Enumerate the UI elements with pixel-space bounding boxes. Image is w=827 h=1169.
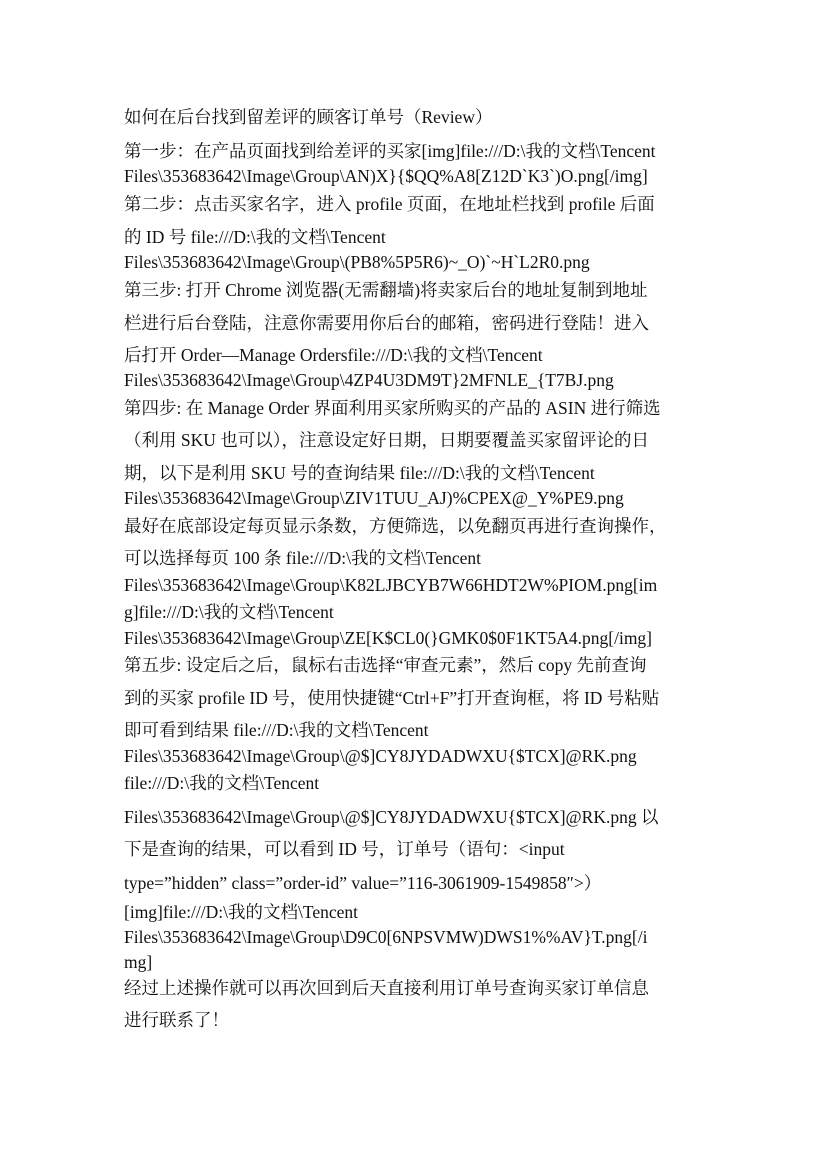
step2-line-3: Files\353683642\Image\Group\(PB8%5P5R6)~_O)`~H`L2R0.png — [124, 252, 590, 272]
step3-line-2: 栏进行后台登陆，注意你需要用你后台的邮箱，密码进行登陆！进入 — [124, 313, 649, 333]
step1-line-2: Files\353683642\Image\Group\AN)X}{$QQ%A8[Z12D`K3`)O.png[/img] — [124, 166, 648, 186]
step4-line-2: （利用 SKU 也可以），注意设定好日期，日期要覆盖买家留评论的日 — [124, 430, 650, 450]
step5-line-1: 第五步: 设定后之后，鼠标右击选择“审查元素”，然后 copy 先前查询 — [124, 655, 647, 675]
tip-line-2: 可以选择每页 100 条 file:///D:\我的文档\Tencent — [124, 548, 481, 568]
tip-line-1: 最好在底部设定每页显示条数，方便筛选，以免翻页再进行查询操作， — [124, 516, 667, 536]
closing-line-2: 进行联系了！ — [124, 1010, 229, 1030]
step5-line-5: file:///D:\我的文档\Tencent — [124, 773, 320, 793]
tip-line-4: g]file:///D:\我的文档\Tencent — [124, 602, 334, 622]
step5-line-6: Files\353683642\Image\Group\@$]CY8JYDADWXU{$TCX]@RK.png 以 — [124, 807, 659, 827]
step5-line-9: [img]file:///D:\我的文档\Tencent — [124, 902, 359, 922]
step5-line-7: 下是查询的结果，可以看到 ID 号，订单号（语句：<input — [124, 839, 565, 859]
step2-line-2: 的 ID 号 file:///D:\我的文档\Tencent — [124, 227, 386, 247]
document-title: 如何在后台找到留差评的顾客订单号（Review） — [124, 107, 493, 127]
step5-line-2: 到的买家 profile ID 号，使用快捷键“Ctrl+F”打开查询框，将 ID 号粘贴 — [124, 688, 660, 708]
tip-line-5: Files\353683642\Image\Group\ZE[K$CL0(}GMK0$0F1KT5A4.png[/img] — [124, 628, 653, 648]
step3-line-3: 后打开 Order—Manage Ordersfile:///D:\我的文档\Tencent — [124, 345, 543, 365]
step4-line-3: 期，以下是利用 SKU 号的查询结果 file:///D:\我的文档\Tencent — [124, 463, 595, 483]
step5-line-10: Files\353683642\Image\Group\D9C0[6NPSVMW)DWS1%%AV}T.png[/i — [124, 927, 648, 947]
step3-line-4: Files\353683642\Image\Group\4ZP4U3DM9T}2MFNLE_{T7BJ.png — [124, 370, 614, 390]
step5-line-8: type=”hidden” class=”order-id” value=”116-3061909-1549858″>） — [124, 873, 602, 893]
step1-line-1: 第一步：在产品页面找到给差评的买家[img]file:///D:\我的文档\Tencent — [124, 141, 656, 161]
step3-line-1: 第三步: 打开 Chrome 浏览器(无需翻墙)将卖家后台的地址复制到地址 — [124, 280, 648, 300]
step4-line-1: 第四步: 在 Manage Order 界面利用买家所购买的产品的 ASIN 进行筛选 — [124, 398, 661, 418]
step5-line-3: 即可看到结果 file:///D:\我的文档\Tencent — [124, 720, 429, 740]
tip-line-3: Files\353683642\Image\Group\K82LJBCYB7W66HDT2W%PIOM.png[im — [124, 575, 658, 595]
closing-line-1: 经过上述操作就可以再次回到后天直接利用订单号查询买家订单信息 — [124, 978, 649, 998]
step4-line-4: Files\353683642\Image\Group\ZIV1TUU_AJ)%CPEX@_Y%PE9.png — [124, 488, 624, 508]
step2-line-1: 第二步：点击买家名字，进入 profile 页面，在地址栏找到 profile 后面 — [124, 194, 655, 214]
step5-line-11: mg] — [124, 952, 153, 972]
step5-line-4: Files\353683642\Image\Group\@$]CY8JYDADWXU{$TCX]@RK.png — [124, 746, 637, 766]
